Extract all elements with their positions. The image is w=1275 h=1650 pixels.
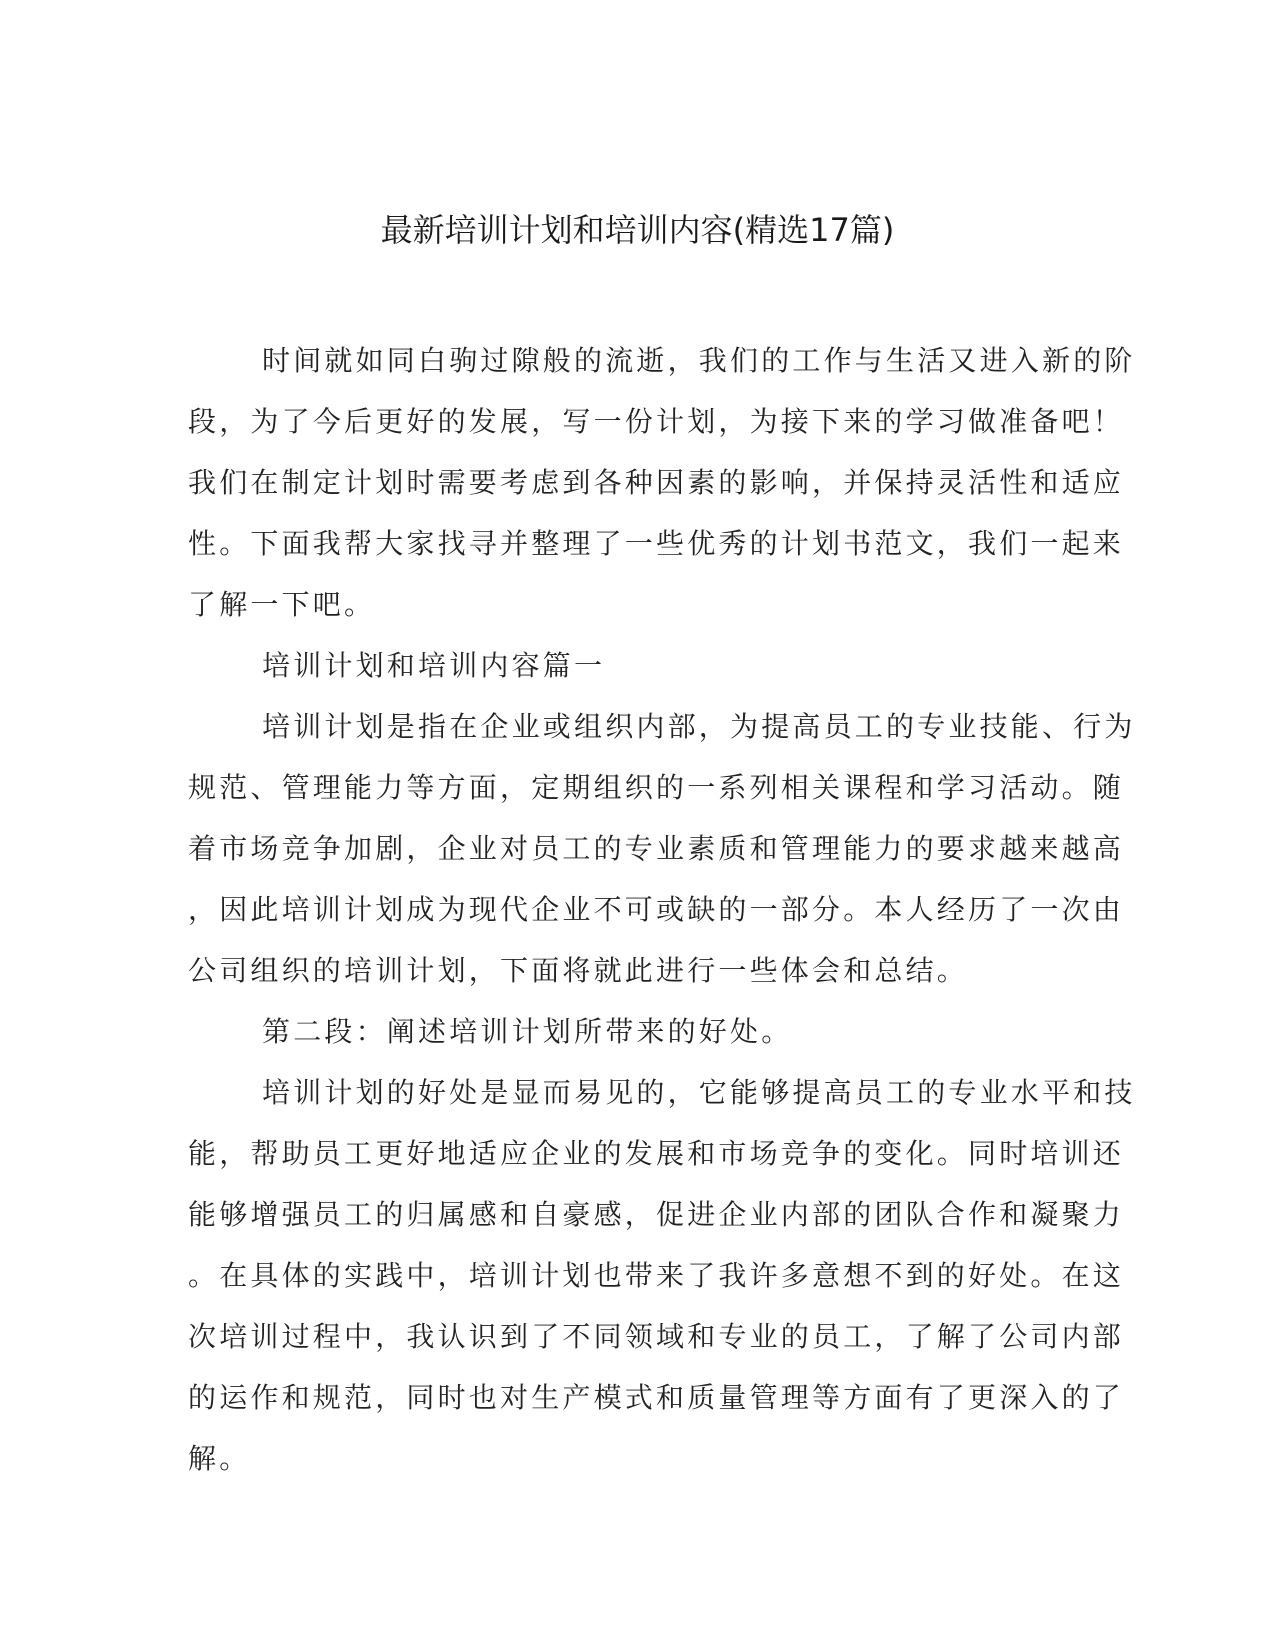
paragraph-definition	[188, 696, 1136, 1001]
document-title: 最新培训计划和培训内容(精选17篇)	[380, 211, 895, 249]
text-line: 能，帮助员工更好地适应企业的发展和市场竞争的变化。同时培训还	[188, 1137, 1125, 1170]
text-line: 培训计划的好处是显而易见的，它能够提高员工的专业水平和技	[262, 1076, 1136, 1109]
text-line: 能够增强员工的归属感和自豪感，促进企业内部的团队合作和凝聚力	[188, 1198, 1125, 1231]
text-line: 公司组织的培训计划，下面将就此进行一些体会和总结。	[188, 954, 969, 987]
section-heading	[188, 635, 1068, 696]
text-line: 次培训过程中，我认识到了不同领域和专业的员工，了解了公司内部	[188, 1320, 1125, 1353]
text-line: ，因此培训计划成为现代企业不可或缺的一部分。本人经历了一次由	[188, 893, 1125, 926]
text-line: 的运作和规范，同时也对生产模式和质量管理等方面有了更深入的了	[188, 1381, 1125, 1414]
text-line: 着市场竞争加剧，企业对员工的专业素质和管理能力的要求越来越高	[188, 832, 1125, 865]
paragraph-benefits	[188, 1062, 1136, 1489]
document-body	[188, 330, 1136, 1489]
text-line: 了解一下吧。	[188, 588, 376, 621]
text-line: 规范、管理能力等方面，定期组织的一系列相关课程和学习活动。随	[188, 771, 1125, 804]
text-line: 我们在制定计划时需要考虑到各种因素的影响，并保持灵活性和适应	[188, 466, 1125, 499]
text-line: 时间就如同白驹过隙般的流逝，我们的工作与生活又进入新的阶	[262, 344, 1136, 377]
text-line: 解。	[188, 1442, 251, 1475]
text-line: 培训计划是指在企业或组织内部，为提高员工的专业技能、行为	[262, 710, 1136, 743]
subsection-heading	[188, 1001, 1068, 1062]
heading-line: 第二段：阐述培训计划所带来的好处。	[262, 1015, 793, 1048]
text-line: 段，为了今后更好的发展，写一份计划，为接下来的学习做准备吧！	[188, 405, 1125, 438]
heading-line: 培训计划和培训内容篇一	[262, 649, 606, 682]
text-line: 性。下面我帮大家找寻并整理了一些优秀的计划书范文，我们一起来	[188, 527, 1125, 560]
text-line: 。在具体的实践中，培训计划也带来了我许多意想不到的好处。在这	[188, 1259, 1125, 1292]
paragraph-intro	[188, 330, 1136, 635]
